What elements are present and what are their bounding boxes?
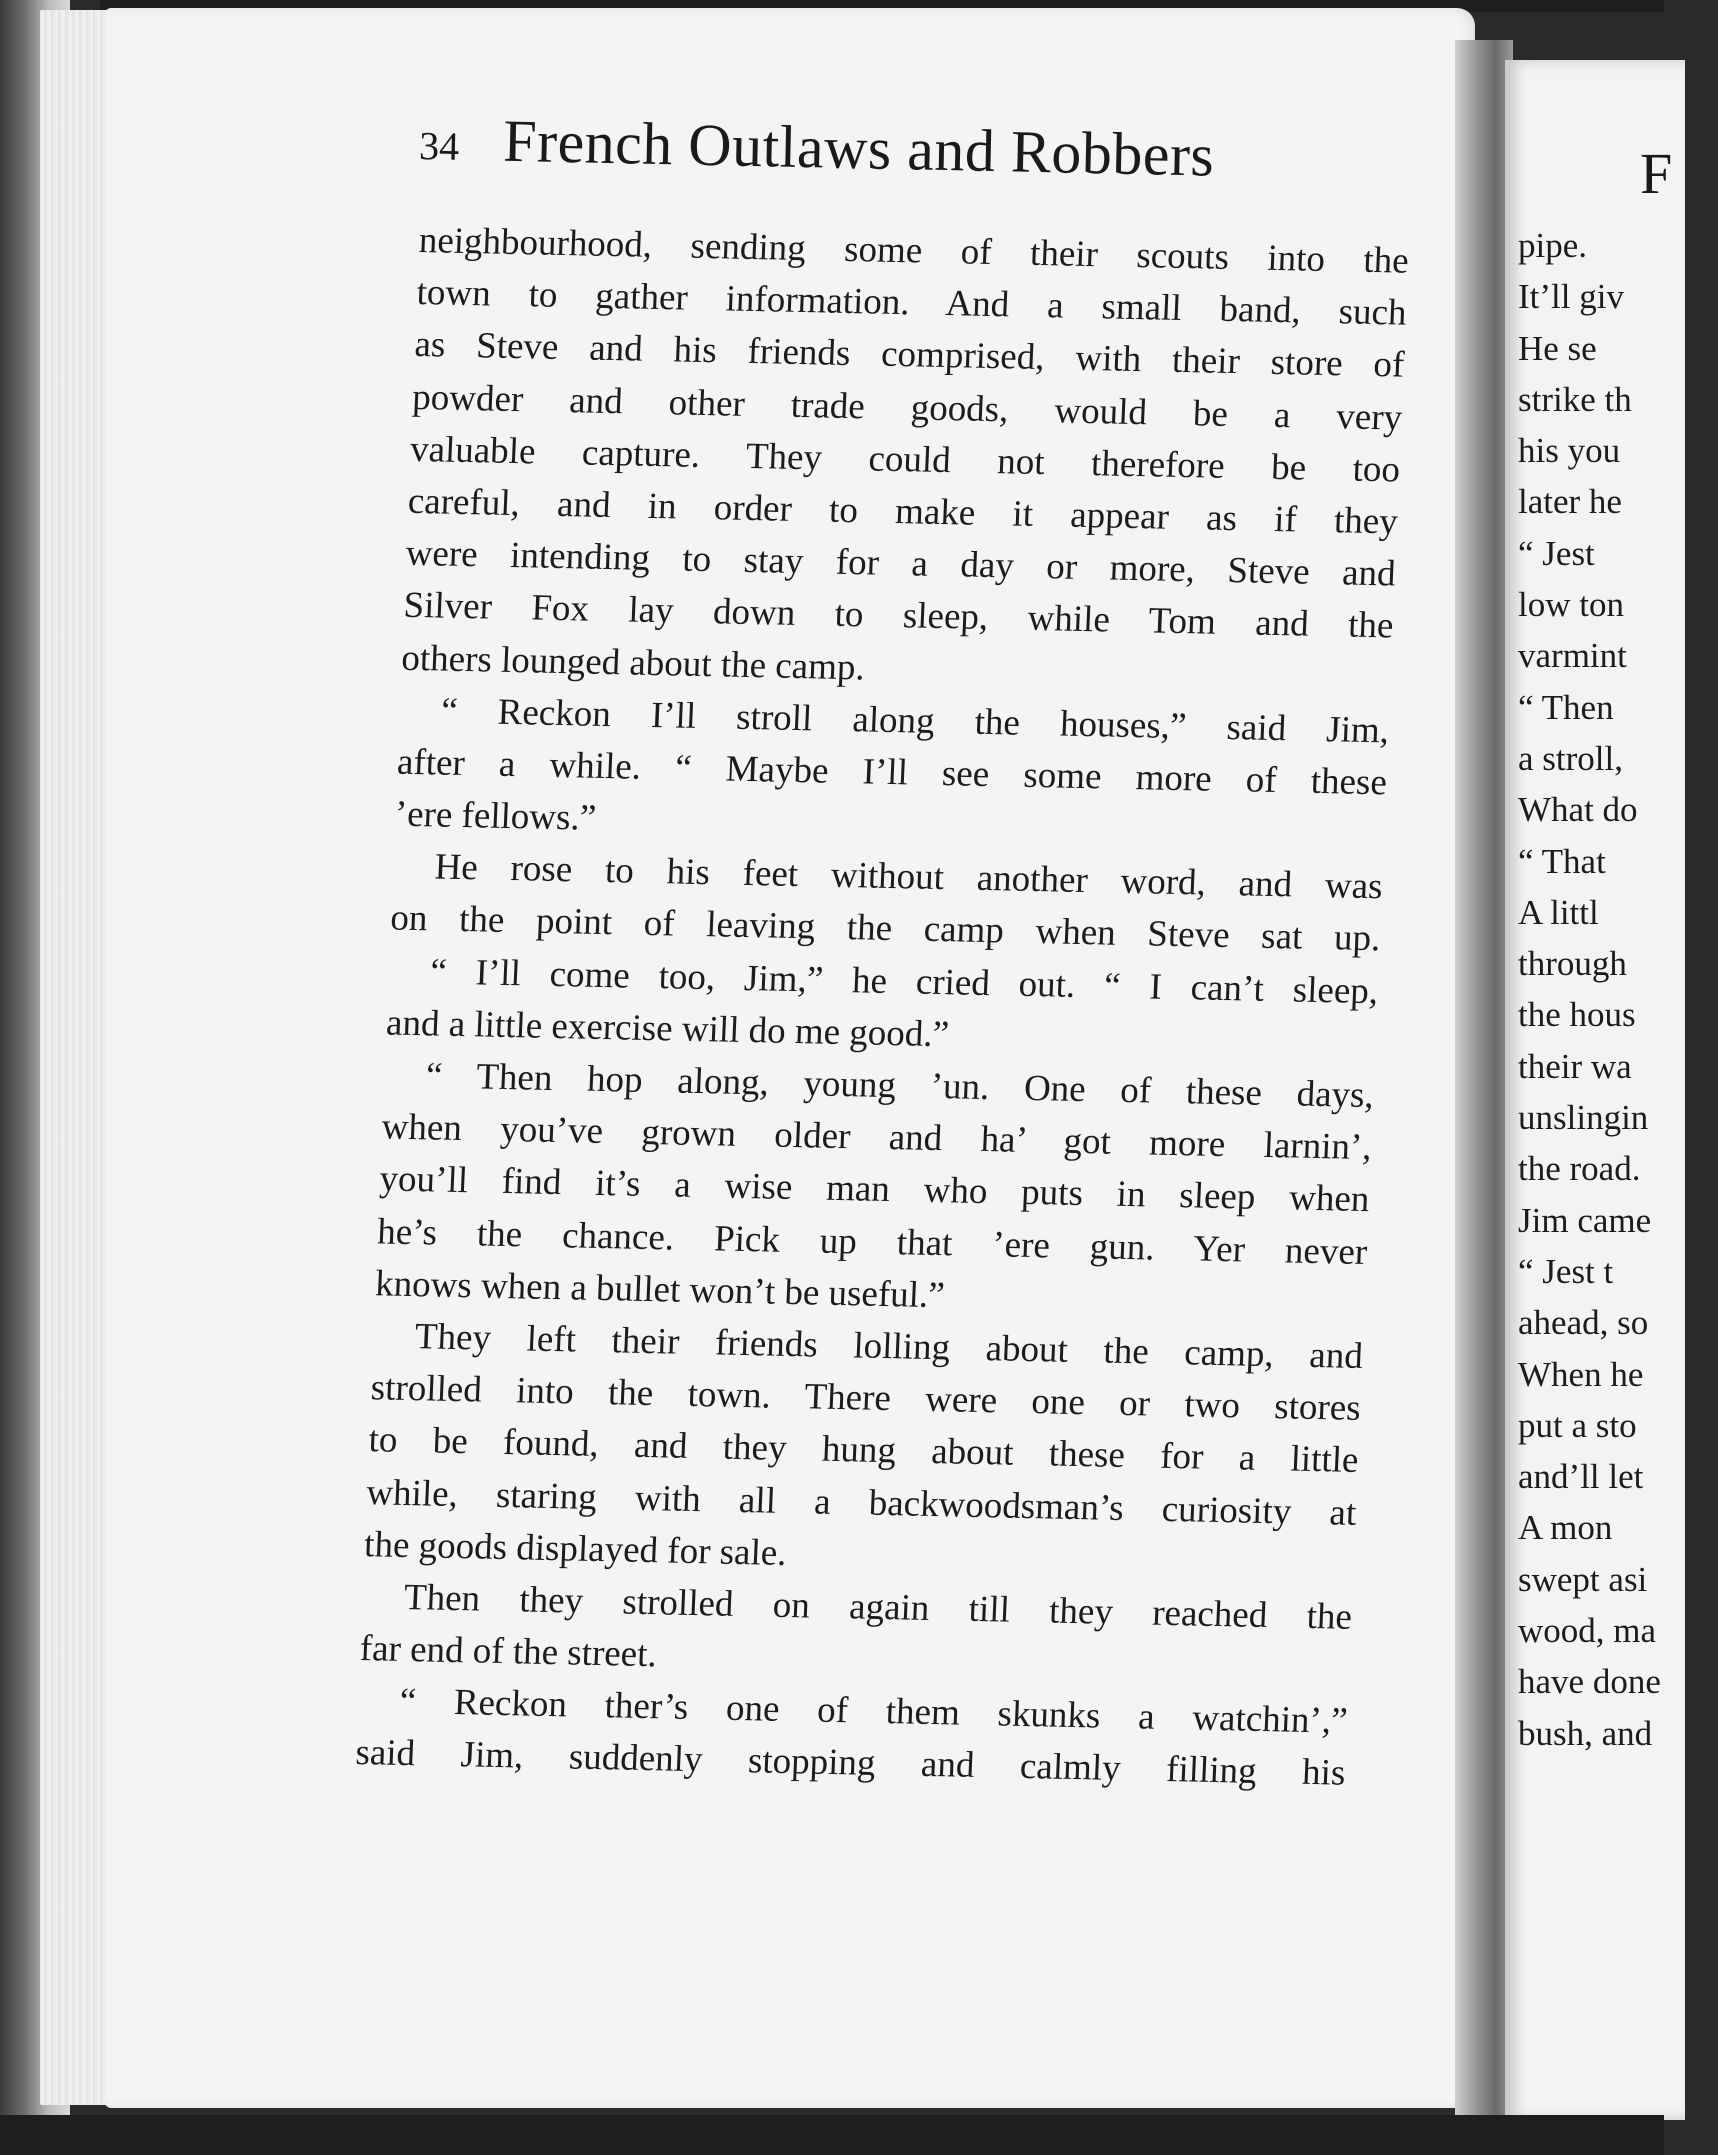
- text-line: when you’ve grown older and ha’ got more larnin’,: [380, 1106, 1373, 1169]
- page-number: 34: [418, 122, 460, 169]
- text-line: the goods displayed for sale.: [363, 1523, 788, 1574]
- right-page-heading-fragment: F: [1640, 141, 1673, 206]
- text-line: valuable capture. They could not therefore be too: [409, 428, 1401, 491]
- text-line: neighbourhood, sending some of their scouts into the: [418, 219, 1410, 282]
- running-title: French Outlaws and Robbers: [502, 107, 1216, 189]
- right-text-line: bush, and: [1518, 1713, 1653, 1753]
- right-text-line: “ Then: [1518, 687, 1614, 727]
- right-text-line: “ Jest: [1518, 533, 1595, 573]
- text-line: Silver Fox lay down to sleep, while Tom and the: [402, 585, 1395, 647]
- text-line: said Jim, suddenly stopping and calmly filling his: [354, 1732, 1347, 1795]
- right-text-line: low ton: [1518, 585, 1624, 625]
- right-page-body: [1518, 220, 1718, 1759]
- text-line: others lounged about the camp.: [400, 637, 866, 688]
- text-line: “ Then hop along, young ’un. One of these days,: [425, 1055, 1375, 1117]
- text-line: after a while. “ Maybe I’ll see some more of these: [396, 741, 1388, 804]
- text-line: he’s the chance. Pick up that ’ere gun. Yer never: [376, 1210, 1369, 1273]
- right-text-line: A mon: [1518, 1508, 1613, 1548]
- right-text-line: put a sto: [1518, 1405, 1637, 1445]
- text-line: were intending to stay for a day or more, Steve and: [404, 532, 1397, 595]
- right-text-line: a stroll,: [1518, 738, 1623, 778]
- right-text-line: their wa: [1518, 1046, 1632, 1086]
- right-text-line: Jim came: [1518, 1200, 1652, 1240]
- text-line: “ Reckon I’ll stroll along the houses,” said Jim,: [440, 690, 1390, 752]
- right-text-line: It’ll giv: [1518, 277, 1624, 317]
- text-line: on the point of leaving the camp when Steve sat up.: [389, 897, 1382, 960]
- text-line: while, staring with all a backwoodsman’s curiosity at: [365, 1471, 1358, 1534]
- right-text-line: “ Jest t: [1518, 1251, 1614, 1291]
- text-line: They left their friends lolling about the camp, and: [414, 1316, 1364, 1377]
- text-line: “ Reckon ther’s one of them skunks a watchin’,”: [398, 1681, 1349, 1742]
- right-text-line: What do: [1518, 790, 1638, 830]
- text-line: careful, and in order to make it appear as if they: [407, 480, 1399, 543]
- text-line: powder and other trade goods, would be a very: [411, 376, 1404, 439]
- right-text-line: the road.: [1518, 1149, 1641, 1189]
- right-text-line: varmint: [1518, 636, 1627, 676]
- text-line: strolled into the town. There were one or two stores: [369, 1367, 1362, 1430]
- right-text-line: ahead, so: [1518, 1303, 1649, 1343]
- text-line: and a little exercise will do me good.”: [385, 1002, 950, 1056]
- right-text-line: later he: [1518, 482, 1622, 522]
- text-line: knows when a bullet won’t be useful.”: [374, 1263, 946, 1316]
- right-text-line: unslingin: [1518, 1098, 1649, 1138]
- right-text-line: his you: [1518, 431, 1621, 471]
- text-line: far end of the street.: [359, 1628, 658, 1676]
- right-text-line: pipe.: [1518, 226, 1588, 265]
- left-page-body: [354, 215, 1409, 1800]
- right-text-line: the hous: [1518, 995, 1636, 1035]
- right-text-line: and’ll let: [1518, 1457, 1644, 1497]
- text-line: to be found, and they hung about these for a little: [367, 1419, 1360, 1482]
- right-text-line: have done: [1518, 1662, 1661, 1702]
- right-text-line: swept asi: [1518, 1559, 1648, 1599]
- right-text-line: He se: [1518, 328, 1597, 368]
- right-text-line: through: [1518, 944, 1627, 984]
- right-text-line: strike th: [1518, 379, 1632, 419]
- right-text-line: A littl: [1518, 892, 1599, 932]
- text-line: town to gather information. And a small band, such: [415, 272, 1408, 334]
- right-text-line: When he: [1518, 1354, 1644, 1394]
- text-line: “ I’ll come too, Jim,” he cried out. “ I can’t sleep,: [429, 951, 1379, 1012]
- text-line: He rose to his feet without another word, and was: [433, 846, 1384, 908]
- bottom-edge: [0, 2115, 1664, 2155]
- right-text-line: “ That: [1518, 841, 1606, 881]
- text-line: as Steve and his friends comprised, with their store of: [413, 324, 1406, 387]
- text-line: you’ll find it’s a wise man who puts in sleep when: [378, 1158, 1371, 1221]
- text-line: Then they strolled on again till they reached the: [403, 1576, 1353, 1638]
- text-line: ’ere fellows.”: [394, 793, 598, 839]
- right-text-line: wood, ma: [1518, 1611, 1657, 1651]
